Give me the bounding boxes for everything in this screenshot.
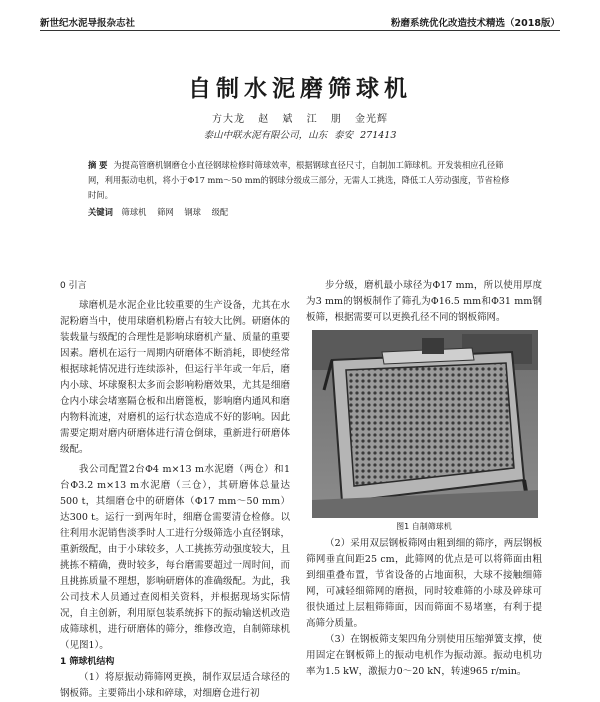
author: 赵 斌	[258, 114, 294, 125]
paragraph: 步分级，磨机最小球径为Φ17 mm，所以使用厚度为3 mm的钢板制作了筛孔为Φ16.5 mm和Φ31 mm钢板筛，根据需要可以更换孔径不同的钢板筛网。	[306, 280, 542, 323]
keyword: 级配	[211, 207, 229, 217]
abstract-text: 为提高管磨机钢磨仓小直径钢球检修时筛球效率，根据钢球直径尺寸，自制加工筛球机。开发装相应孔径筛网，利用振动电机，将小于Φ17 mm～50 mm的钢球分级成三部分，无需人工挑选，降低工人劳动强度，节省检修时间。	[88, 160, 510, 200]
article-title: 自制水泥磨筛球机	[188, 75, 412, 102]
section-heading-intro: 0 引言	[60, 281, 87, 291]
abstract	[88, 158, 514, 203]
keyword: 钢球	[184, 207, 201, 217]
left-column	[60, 278, 290, 702]
ball-sorter-photo-illustration	[312, 330, 538, 518]
keywords	[88, 205, 514, 220]
journal-name: 新世纪水泥导报杂志社	[40, 18, 136, 29]
paragraph: （1）将原振动筛筛网更换，制作双层适合球径的钢板筛。主要筛出小球和碎球，对细磨仓进行初	[60, 672, 290, 699]
keywords-label: 关键词	[88, 207, 113, 217]
keyword: 筛球机	[121, 207, 147, 217]
figure-photo-ball-sorter	[312, 330, 538, 518]
abstract-label: 摘 要	[88, 160, 108, 170]
right-column-top	[306, 278, 542, 326]
affiliation: 泰山中联水泥有限公司，山东 泰安 271413	[203, 130, 397, 141]
section-heading-structure: 1 筛球机结构	[60, 657, 115, 667]
figure-caption: 图1 自制筛球机	[396, 522, 452, 531]
paragraph: 我公司配置2台Φ4 m×13 m水泥磨（两仓）和1台Φ3.2 m×13 m水泥磨（三仓），其研磨体总量达500 t，其细磨仓中的研磨体（Φ17 mm～50 mm）达300 t。运行一到两年时，细磨仓需要清仓检修。以往利用水泥销售淡季时人工进行分级筛选小直径钢球，重新级配，由于小球较多，人工挑拣劳动强度较大，且挑拣不精确，费时较多，每台磨需要超过一周时间，而且挑拣质量不理想，影响研磨体的准确级配。为此，我公司技术人员通过查阅相关资料，并根据现场实际情况，自主创新，利用原包装系统拆下的振动输送机改造成筛球机，进行研磨体的筛分，维修改造，自制筛球机（见图1）。	[60, 464, 290, 651]
running-header	[40, 14, 560, 31]
keyword: 筛网	[157, 207, 174, 217]
author: 江 朋	[306, 114, 342, 125]
right-column-bottom	[306, 536, 542, 680]
collection-name: 粉磨系统优化改造技术精选（2018版）	[391, 18, 560, 29]
author: 金光辉	[354, 114, 388, 125]
paragraph: （3）在钢板筛支架四角分别使用压缩弹簧支撑，使用固定在钢板筛上的振动电机作为振动源。振动电机功率为1.5 kW，激振力0～20 kN，转速965 r/min。	[306, 634, 542, 677]
paragraph: 球磨机是水泥企业比较重要的生产设备，尤其在水泥粉磨当中，使用球磨机粉磨占有较大比例。研磨体的装载量与级配的合理性是影响球磨机产量、质量的重要因素。磨机在运行一周期内研磨体不断消耗，即使经常根据球耗情况进行连续添补，但运行半年或一年后，磨内小球、坏球聚积太多而会影响粉磨效果，尤其是细磨仓内小球会堵塞隔仓板和出磨篦板，影响磨内通风和磨内物料流速，对磨机的运行状态造成不好的影响。因此需要定期对磨内研磨体进行清仓倒球，重新进行研磨体级配。	[60, 300, 290, 455]
author: 方大龙	[212, 114, 246, 125]
paragraph: （2）采用双层钢板筛网由粗到细的筛序，两层钢板筛网垂直间距25 cm，此筛网的优点是可以将筛面由粗到细重叠布置，节省设备的占地面积，大球不接触细筛网，可减轻细筛网的磨损，同时较难筛的小球及碎球可很快通过上层粗筛筛面，因而筛面不易堵塞，有利于提高筛分质量。	[306, 538, 542, 629]
author-list	[0, 110, 600, 125]
